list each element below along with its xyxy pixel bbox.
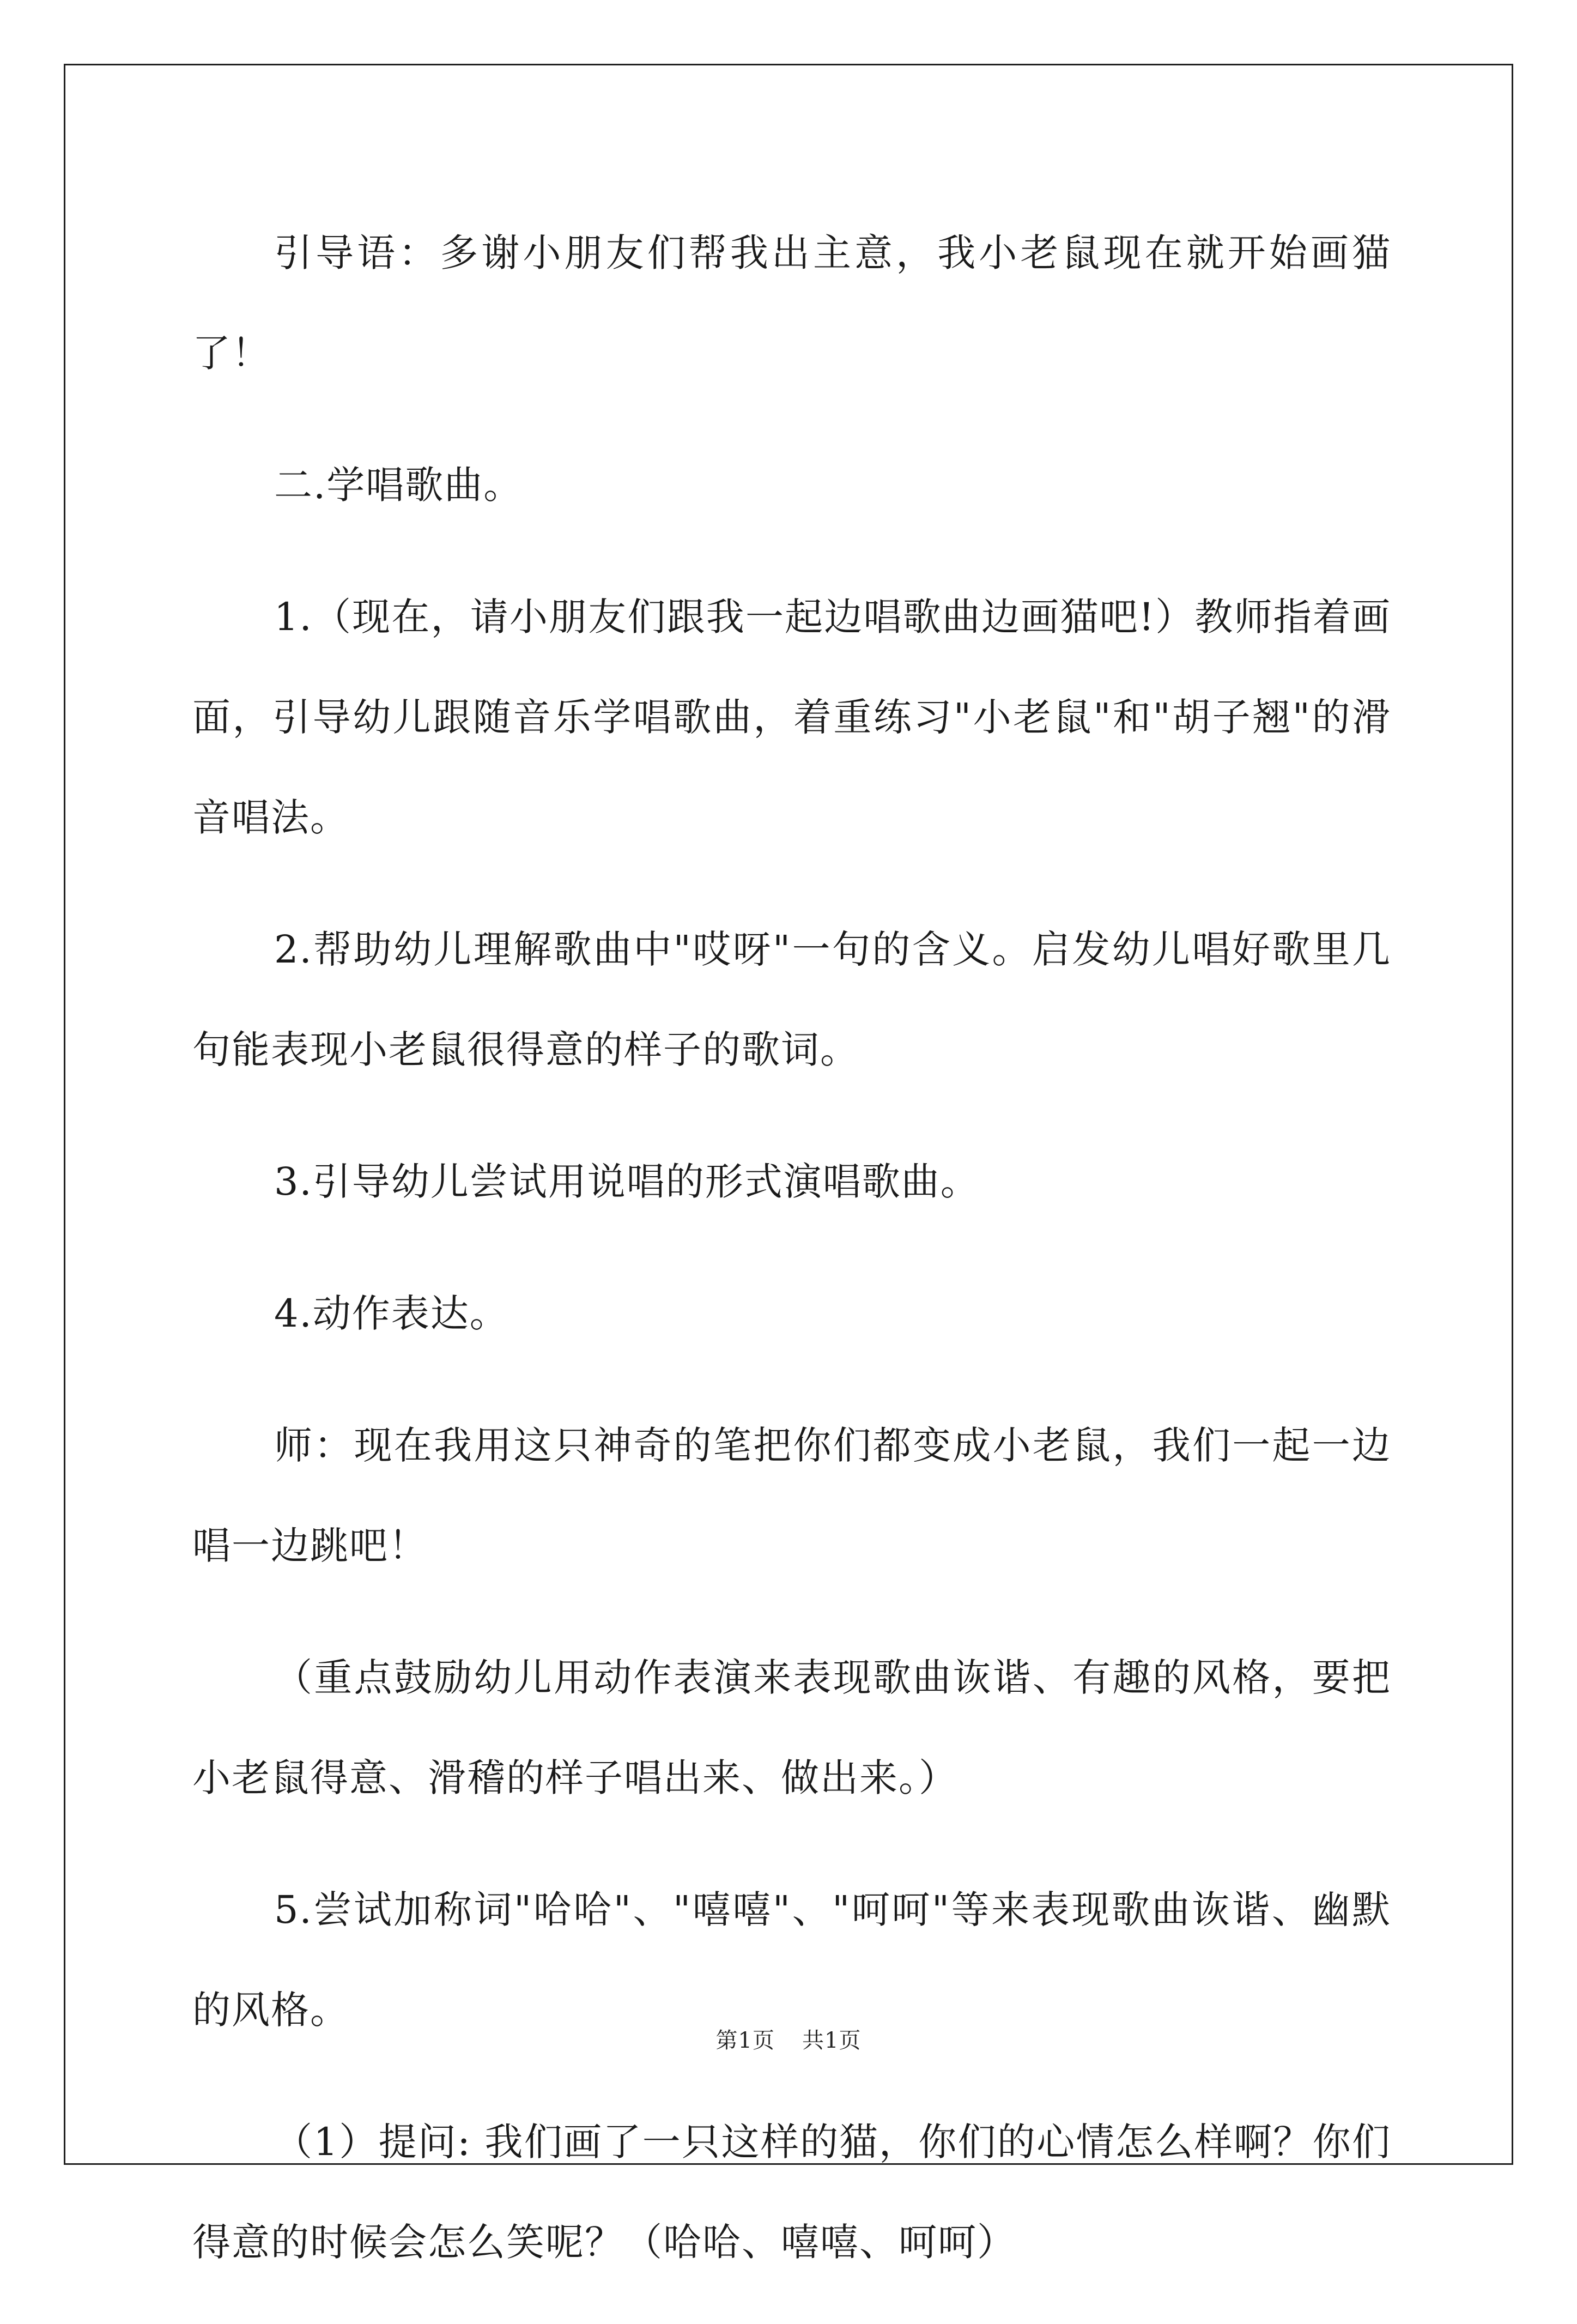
paragraph-step-4: 4.动作表达。 [274, 1291, 509, 1336]
page-total: 共1页 [802, 2028, 862, 2053]
paragraph-step-1: 1.（现在，请小朋友们跟我一起边唱歌曲边画猫吧!）教师指着画面，引导幼儿跟随音乐学唱歌曲，着重练习"小老鼠"和"胡子翘"的滑音唱法。 [192, 595, 1391, 840]
page-number: 第1页 [715, 2028, 775, 2053]
page-footer [0, 2023, 1577, 2054]
paragraph-step-5: 5.尝试加称词"哈哈"、"嘻嘻"、"呵呵"等来表现歌曲诙谐、幽默的风格。 [192, 1887, 1391, 2032]
paragraph-intro: 引导语：多谢小朋友们帮我出主意，我小老鼠现在就开始画猫了！ [192, 231, 1391, 376]
paragraph-section-heading: 二.学唱歌曲。 [274, 463, 523, 507]
paragraph-note: （重点鼓励幼儿用动作表演来表现歌曲诙谐、有趣的风格，要把小老鼠得意、滑稽的样子唱出来、做出来。） [192, 1655, 1391, 1800]
paragraph-step-2: 2.帮助幼儿理解歌曲中"哎呀"一句的含义。启发幼儿唱好歌里几句能表现小老鼠很得意的样子的歌词。 [192, 927, 1391, 1072]
paragraph-step-3: 3.引导幼儿尝试用说唱的形式演唱歌曲。 [274, 1159, 980, 1204]
paragraph-question: （1）提问: 我们画了一只这样的猫，你们的心情怎么样啊？你们得意的时候会怎么笑呢？（哈哈、嘻嘻、呵呵） [192, 2120, 1391, 2265]
paragraph-teacher-line: 师：现在我用这只神奇的笔把你们都变成小老鼠，我们一起一边唱一边跳吧！ [192, 1423, 1391, 1568]
document-body [192, 203, 1391, 2324]
